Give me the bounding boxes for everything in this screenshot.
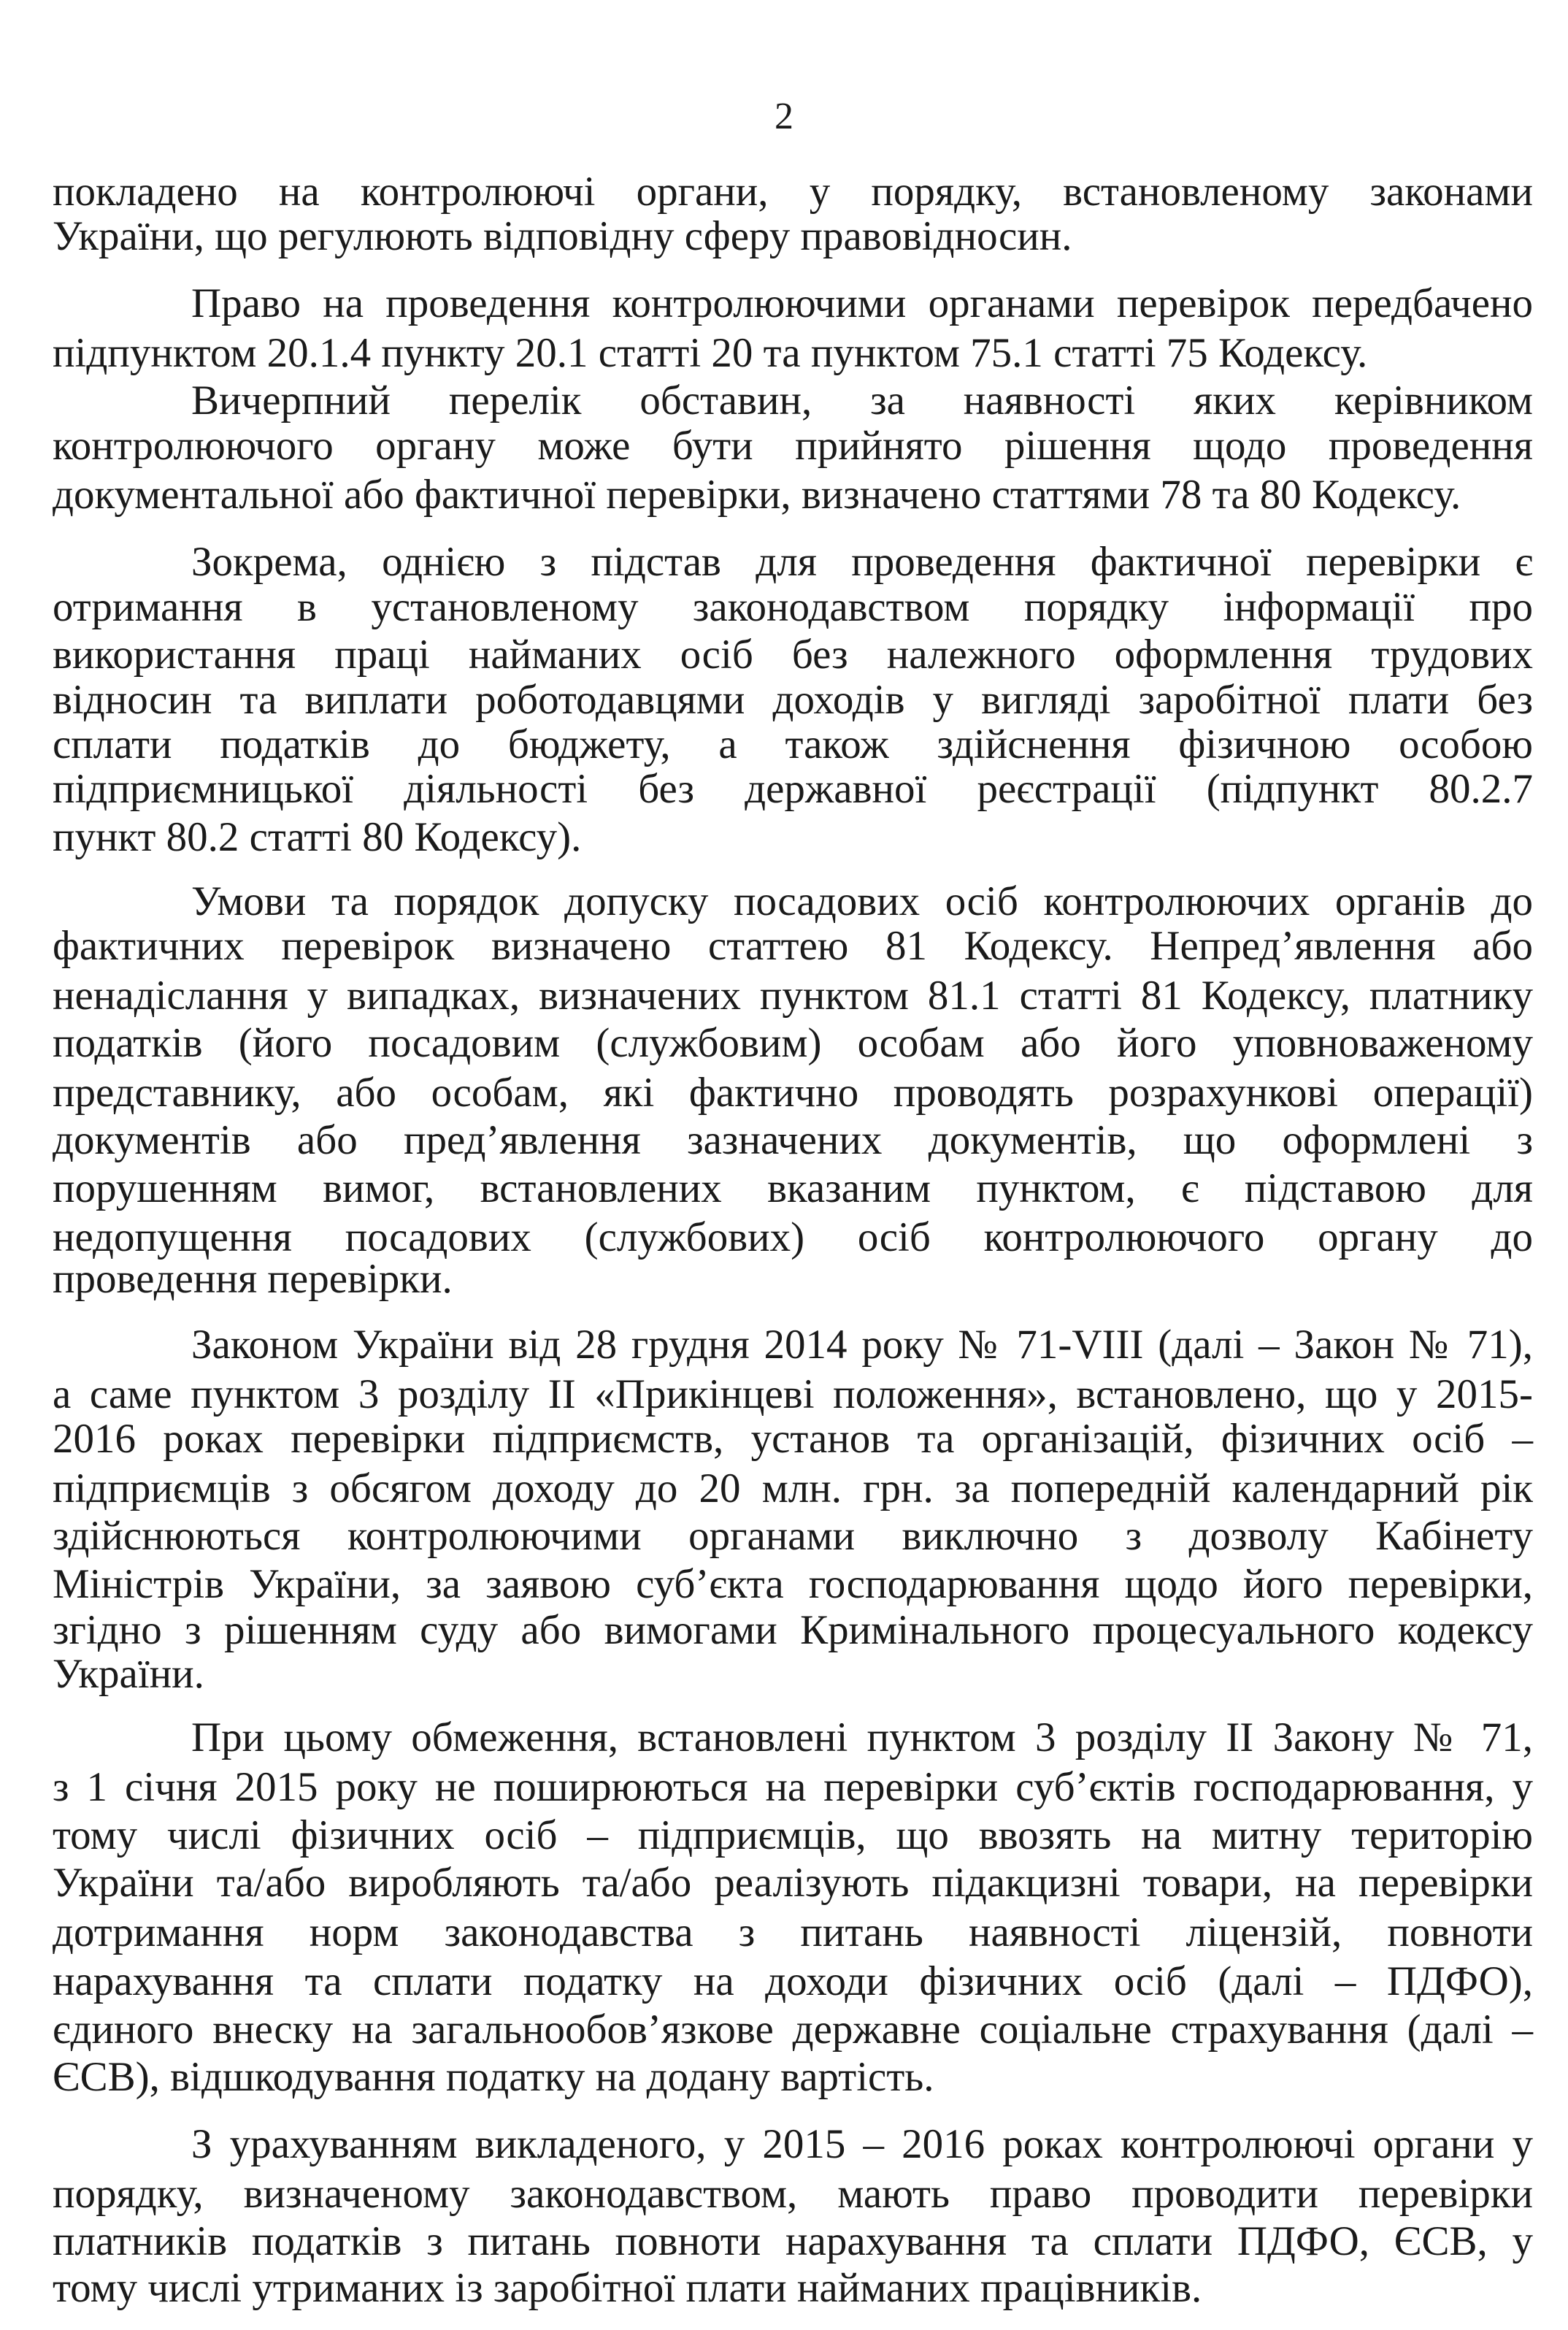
text-line: контролюючого органу може бути прийнято рішення щодо проведення [53, 423, 1533, 469]
text-line: документальної або фактичної перевірки, визначено статтями 78 та 80 Кодексу. [53, 472, 1461, 518]
text-line: України. [53, 1651, 204, 1697]
text-line: підприємницької діяльності без державної реєстрації (підпункт 80.2.7 [53, 766, 1533, 812]
text-line: Міністрів України, за заявою суб’єкта господарювання щодо його перевірки, [53, 1561, 1533, 1607]
text-line: документів або пред’явлення зазначених документів, що оформлені з [53, 1117, 1533, 1163]
text-line: 2016 роках перевірки підприємств, установ та організацій, фізичних осіб – [53, 1416, 1533, 1462]
text-line: підприємців з обсягом доходу до 20 млн. грн. за попередній календарний рік [53, 1465, 1533, 1511]
text-line: Зокрема, однією з підстав для проведення фактичної перевірки є [191, 539, 1533, 585]
text-line: покладено на контролюючі органи, у порядку, встановленому законами [53, 169, 1533, 215]
text-line: порядку, визначеному законодавством, мають право проводити перевірки [53, 2171, 1533, 2217]
text-line: тому числі фізичних осіб – підприємців, що ввозять на митну територію [53, 1812, 1533, 1858]
text-line: використання праці найманих осіб без належного оформлення трудових [53, 632, 1533, 678]
text-line: з 1 січня 2015 року не поширюються на перевірки суб’єктів господарювання, у [53, 1764, 1533, 1810]
text-line: представнику, або особам, які фактично проводять розрахункові операції) [53, 1070, 1533, 1116]
text-line: Право на проведення контролюючими органами перевірок передбачено [191, 280, 1533, 326]
text-line: сплати податків до бюджету, а також здійснення фізичною особою [53, 721, 1533, 767]
text-line: Вичерпний перелік обставин, за наявності яких керівником [191, 378, 1533, 424]
text-line: здійснюються контролюючими органами виключно з дозволу Кабінету [53, 1513, 1533, 1559]
text-line: пункт 80.2 статті 80 Кодексу). [53, 814, 582, 860]
text-line: нарахування та сплати податку на доходи фізичних осіб (далі – ПДФО), [53, 1958, 1533, 2004]
text-line: дотримання норм законодавства з питань наявності ліцензій, повноти [53, 1909, 1533, 1955]
text-line: ЄСВ), відшкодування податку на додану вартість. [53, 2054, 934, 2100]
text-line: відносин та виплати роботодавцями доходів у вигляді заробітної плати без [53, 677, 1533, 723]
text-line: Умови та порядок допуску посадових осіб контролюючих органів до [191, 878, 1533, 924]
text-line: При цьому обмеження, встановлені пунктом 3 розділу II Закону № 71, [191, 1714, 1533, 1760]
text-line: недопущення посадових (службових) осіб контролюючого органу до [53, 1214, 1533, 1260]
page-number: 2 [775, 96, 793, 137]
text-line: єдиного внеску на загальнообов’язкове державне соціальне страхування (далі – [53, 2007, 1533, 2053]
text-line: України та/або виробляють та/або реалізують підакцизні товари, на перевірки [53, 1860, 1533, 1906]
text-line: З урахуванням викладеного, у 2015 – 2016 роках контролюючі органи у [191, 2121, 1533, 2167]
text-line: ненадіслання у випадках, визначених пунктом 81.1 статті 81 Кодексу, платнику [53, 973, 1533, 1019]
text-line: проведення перевірки. [53, 1256, 453, 1302]
text-line: згідно з рішенням суду або вимогами Кримінального процесуального кодексу [53, 1607, 1533, 1653]
text-line: України, що регулюють відповідну сферу правовідносин. [53, 213, 1072, 259]
text-line: Законом України від 28 грудня 2014 року № 71-VIII (далі – Закон № 71), [191, 1322, 1533, 1368]
text-line: порушенням вимог, встановлених вказаним пунктом, є підставою для [53, 1165, 1533, 1211]
text-line: податків (його посадовим (службовим) особам або його уповноваженому [53, 1020, 1533, 1066]
text-line: отримання в установленому законодавством порядку інформації про [53, 584, 1533, 630]
text-line: тому числі утриманих із заробітної плати найманих працівників. [53, 2265, 1202, 2311]
text-line: а саме пунктом 3 розділу II «Прикінцеві положення», встановлено, що у 2015- [53, 1371, 1533, 1417]
text-line: платників податків з питань повноти нарахування та сплати ПДФО, ЄСВ, у [53, 2218, 1533, 2264]
text-line: фактичних перевірок визначено статтею 81 Кодексу. Непред’явлення або [53, 923, 1533, 969]
text-line: підпунктом 20.1.4 пункту 20.1 статті 20 та пунктом 75.1 статті 75 Кодексу. [53, 330, 1368, 376]
